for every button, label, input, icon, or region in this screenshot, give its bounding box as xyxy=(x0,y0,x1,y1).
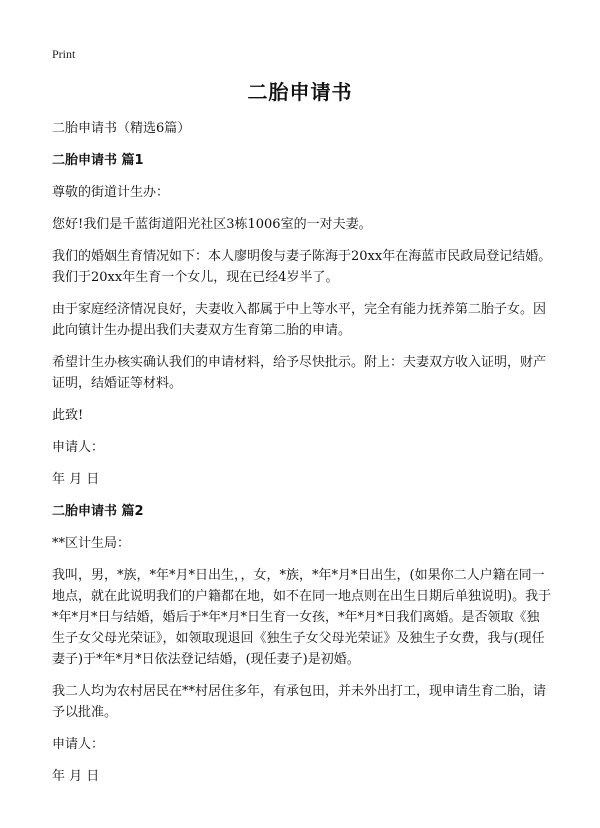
paragraph: 您好!我们是千蓝街道阳光社区3栋1006室的一对夫妻。 xyxy=(52,217,372,232)
document-subtitle: 二胎申请书（精选6篇） xyxy=(52,121,191,136)
paragraph: 我叫，男，*族，*年*月*日出生，，女，*族，*年*月*日出生，(如果你二人户籍在同一地点，就在此说明我们的户籍都在地，如不在同一地点则在出生日期后单独说明)。我于*年*月*日与结婚，婚后于*年*月*日生育一女孩，*年*月*日我们离婚。是否领取《独生子女父母光荣证》，如领取现退回《独生子女父母光荣证》及独生子女费，我与(现任妻子)于*年*月*日依法登记结婚，(现任妻子)是初婚。 xyxy=(52,568,552,667)
page-title: 二胎申请书 xyxy=(247,80,353,104)
salutation: **区计生局： xyxy=(52,536,131,551)
section-heading: 二胎申请书 篇1 xyxy=(52,153,144,168)
print-link[interactable]: Print xyxy=(52,47,76,61)
paragraph: 我们的婚姻生育情况如下：本人廖明俊与妻子陈海于20xx年在海蓝市民政局登记结婚。我们于20xx年生育一个女儿，现在已经4岁半了。 xyxy=(52,249,552,285)
section-1 xyxy=(52,150,552,490)
paragraph: 我二人均为农村居民在**村居住多年，有承包田，并未外出打工，现申请生育二胎，请予以批准。 xyxy=(52,684,547,720)
paragraph: 由于家庭经济情况良好，夫妻收入都属于中上等水平，完全有能力抚养第二胎子女。因此向镇计生办提出我们夫妻双方生育第二胎的申请。 xyxy=(52,302,547,338)
applicant-label: 申请人： xyxy=(52,737,105,752)
date-line: 年 月 日 xyxy=(52,769,100,784)
date-line: 年 月 日 xyxy=(52,472,100,487)
document-body xyxy=(52,118,552,798)
closing: 此致! xyxy=(52,408,84,423)
section-2 xyxy=(52,501,552,787)
paragraph: 希望计生办核实确认我们的申请材料，给予尽快批示。附上：夫妻双方收入证明，财产证明，结婚证等材料。 xyxy=(52,355,547,391)
section-heading: 二胎申请书 篇2 xyxy=(52,504,144,519)
salutation: 尊敬的街道计生办： xyxy=(52,185,170,200)
applicant-label: 申请人： xyxy=(52,440,105,455)
